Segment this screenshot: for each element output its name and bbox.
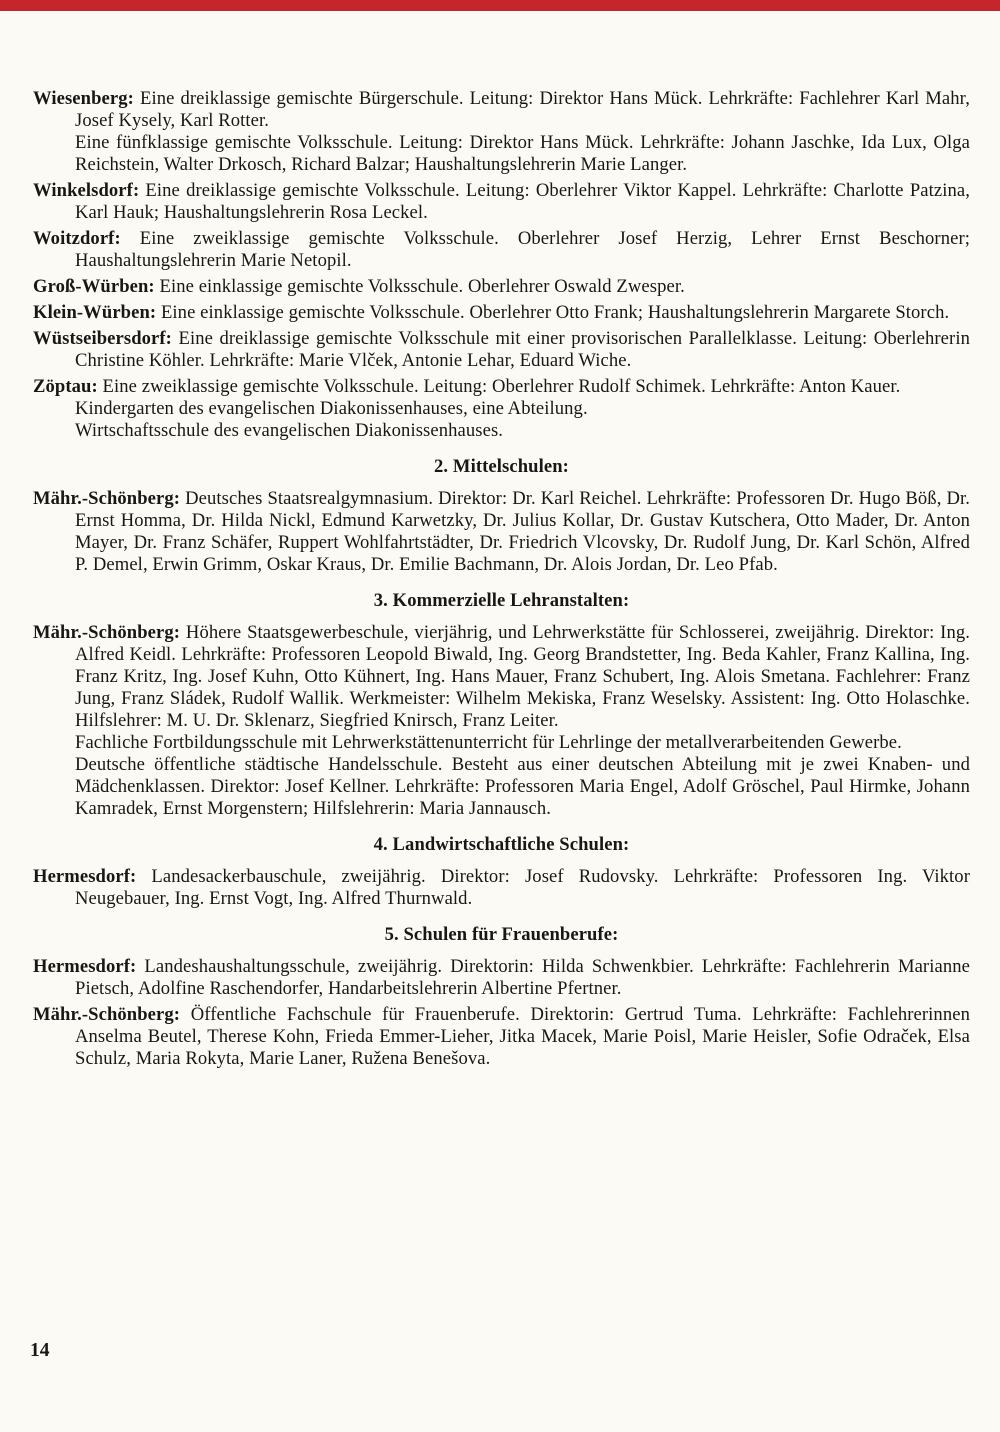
entry-paragraph: Groß-Würben: Eine einklassige gemischte Volksschule. Oberlehrer Oswald Zwesper. (33, 276, 685, 297)
entry-lead: Zöptau: (33, 376, 103, 397)
entry-paragraph: Mähr.-Schönberg: Höhere Staatsgewerbeschule, vierjährig, und Lehrwerkstätte für Schlosserei, zweijährig. Direktor: Ing. Alfred Keidl. Lehrkräfte: Professoren Leopold Biwald, Ing. Georg Brandstetter, Ing. Beda Kahler, Franz Kallina, Ing. Franz Kritz, Ing. Josef Kuhn, Otto Kühnert, Ing. Hans Mauer, Franz Schubert, Ing. Alois Smetana. Fachlehrer: Franz Jung, Franz Sládek, Rudolf Wallik. Werkmeister: Wilhelm Mekiska, Franz Weselsky. Assistent: Ing. Otto Holaschke. Hilfslehrer: M. U. Dr. Sklenarz, Siegfried Knirsch, Franz Leiter. (33, 622, 970, 731)
entry-paragraph: Klein-Würben: Eine einklassige gemischte Volksschule. Oberlehrer Otto Frank; Haushaltungslehrerin Margarete Storch. (33, 302, 950, 323)
section-heading: 5. Schulen für Frauenberufe: (384, 924, 619, 945)
section-heading: 4. Landwirtschaftliche Schulen: (373, 834, 630, 855)
entry-lead: Groß-Würben: (33, 276, 160, 297)
entry-lead: Hermesdorf: (33, 956, 145, 977)
section-heading: 2. Mittelschulen: (434, 456, 569, 477)
section-heading: 3. Kommerzielle Lehranstalten: (373, 590, 630, 611)
entry-paragraph: Hermesdorf: Landeshaushaltungsschule, zweijährig. Direktorin: Hilda Schwenkbier. Lehrkräfte: Fachlehrerin Marianne Pietsch, Adolfine Raschendorfer, Handarbeitslehrerin Albertine Pfertner. (33, 956, 970, 999)
entry-lead: Winkelsdorf: (33, 180, 146, 201)
entry-paragraph: Hermesdorf: Landesackerbauschule, zweijährig. Direktor: Josef Rudovsky. Lehrkräfte: Professoren Ing. Viktor Neugebauer, Ing. Ernst Vogt, Ing. Alfred Thurnwald. (33, 866, 970, 909)
entry-lead: Mähr.-Schönberg: (33, 622, 186, 643)
entry-paragraph: Mähr.-Schönberg: Deutsches Staatsrealgymnasium. Direktor: Dr. Karl Reichel. Lehrkräfte: Professoren Dr. Hugo Böß, Dr. Ernst Homma, Dr. Hilda Nickl, Edmund Karwetzky, Dr. Julius Kollar, Dr. Gustav Kutschera, Otto Mader, Dr. Anton Mayer, Dr. Franz Schäfer, Ruppert Wohlfahrtstädter, Dr. Friedrich Vlcovsky, Dr. Rudolf Jung, Dr. Karl Schön, Alfred P. Demel, Erwin Grimm, Oskar Kraus, Dr. Emilie Bachmann, Dr. Alois Jordan, Dr. Leo Pfab. (33, 488, 970, 575)
entry-lead: Wiesenberg: (33, 88, 140, 109)
entry-subparagraph: Fachliche Fortbildungsschule mit Lehrwerkstättenunterricht für Lehrlinge der metallverarbeitenden Gewerbe. (75, 732, 902, 753)
entry-lead: Klein-Würben: (33, 302, 161, 323)
entry-lead: Woitzdorf: (33, 228, 140, 249)
entry-subparagraph: Kindergarten des evangelischen Diakonissenhauses, eine Abteilung. (75, 398, 588, 419)
entry-lead: Mähr.-Schönberg: (33, 488, 186, 509)
entry-paragraph: Wiesenberg: Eine dreiklassige gemischte Bürgerschule. Leitung: Direktor Hans Mück. Lehrkräfte: Fachlehrer Karl Mahr, Josef Kysely, Karl Rotter. (33, 88, 970, 131)
entry-paragraph: Mähr.-Schönberg: Öffentliche Fachschule für Frauenberufe. Direktorin: Gertrud Tuma. Lehrkräfte: Fachlehrerinnen Anselma Beutel, Therese Kohn, Frieda Emmer-Lieher, Jitka Macek, Marie Poisl, Marie Heisler, Sofie Odraček, Elsa Schulz, Maria Rokyta, Marie Laner, Ružena Benešova. (33, 1004, 970, 1069)
entry-subparagraph: Eine fünfklassige gemischte Volksschule. Leitung: Direktor Hans Mück. Lehrkräfte: Johann Jaschke, Ida Lux, Olga Reichstein, Walter Drkosch, Richard Balzar; Haushaltungslehrerin Marie Langer. (75, 132, 970, 175)
entry-lead: Wüstseibersdorf: (33, 328, 179, 349)
page-number: 14 (30, 1340, 50, 1361)
entry-paragraph: Woitzdorf: Eine zweiklassige gemischte Volksschule. Oberlehrer Josef Herzig, Lehrer Ernst Beschorner; Haushaltungslehrerin Marie Netopil. (33, 228, 971, 271)
entry-paragraph: Wüstseibersdorf: Eine dreiklassige gemischte Volksschule mit einer provisorischen Parallelklasse. Leitung: Oberlehrerin Christine Köhler. Lehrkräfte: Marie Vlček, Antonie Lehar, Eduard Wiche. (33, 328, 970, 371)
top-red-bar (0, 0, 1000, 11)
entry-lead: Mähr.-Schönberg: (33, 1004, 191, 1025)
entry-lead: Hermesdorf: (33, 866, 152, 887)
entry-paragraph: Winkelsdorf: Eine dreiklassige gemischte Volksschule. Leitung: Oberlehrer Viktor Kappel. Lehrkräfte: Charlotte Patzina, Karl Hauk; Haushaltungslehrerin Rosa Leckel. (33, 180, 970, 223)
entry-paragraph: Zöptau: Eine zweiklassige gemischte Volksschule. Leitung: Oberlehrer Rudolf Schimek. Lehrkräfte: Anton Kauer. (33, 376, 901, 397)
entry-subparagraph: Wirtschaftsschule des evangelischen Diakonissenhauses. (75, 420, 504, 441)
entry-subparagraph: Deutsche öffentliche städtische Handelsschule. Besteht aus einer deutschen Abteilung mit je zwei Knaben- und Mädchenklassen. Direktor: Josef Kellner. Lehrkräfte: Professoren Maria Engel, Adolf Gröschel, Paul Hirmke, Johann Kamradek, Ernst Morgenstern; Hilfslehrerin: Maria Jannausch. (75, 754, 970, 819)
